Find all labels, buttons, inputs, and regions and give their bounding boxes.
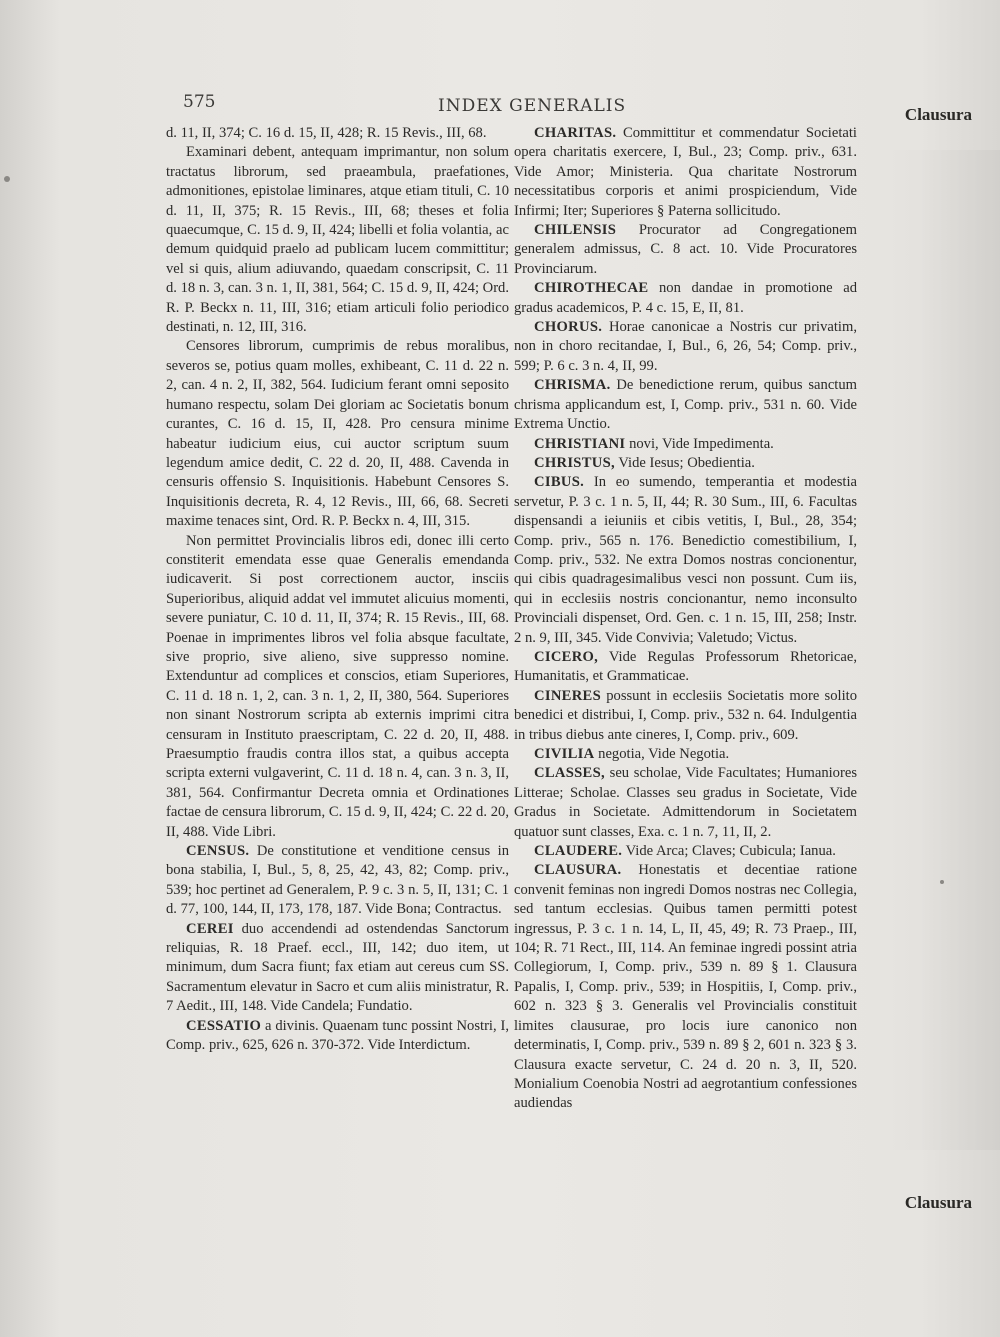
index-entry [514, 124, 857, 221]
entry-text: Committitur et commendatur Societati opera charitatis exercere, I, Bul., 23; Comp. priv., 631. Vide Amor; Ministeria. Qua charitate Nostrorum necessitatibus corporis et animi prospiciendum, Vide Infirmi; Iter; Superiores § Paterna sollicitudo. [514, 125, 857, 219]
index-entry [514, 473, 857, 648]
entry-text: Vide Arca; Claves; Cubicula; Ianua. [625, 843, 836, 860]
index-entry [514, 454, 857, 473]
entry-text: Procurator ad Congregationem generalem admissus, C. 8 act. 10. Vide Procuratores Provinciarum. [514, 222, 857, 277]
entry-lemma: CLAUDERE. [534, 843, 623, 860]
index-entry [514, 842, 857, 861]
index-entry [166, 124, 509, 143]
entry-lemma: CHIROTHECAE [534, 280, 649, 297]
page-number: 575 [183, 92, 216, 112]
index-entry [514, 318, 857, 376]
entry-lemma: CIBUS. [534, 474, 585, 491]
entry-text: Vide Iesus; Obedientia. [618, 454, 755, 471]
index-entry [514, 764, 857, 842]
entry-lemma: CHILENSIS [534, 222, 617, 239]
entry-text: In eo sumendo, temperantia et modestia servetur, P. 3 c. 1 n. 5, II, 44; R. 30 Sum., III, 6. Facultas dispensandi a ieiuniis et cibis vetitis, I, Bul., 28, 354; Comp. priv., 565 n. 176. Benedictio comestibilium, I, Comp. priv., 532. Ne extra Domos nostras concionentur, qui cibis quadragesimalibus vesci non possunt. Cum iis, qui in ecclesiis nostris concionantur, nemo inconsulto Provinciali dispenset, Ord. Gen. c. 1 n. 15, III, 258; Instr. 2 n. 9, III, 345. Vide Convivia; Valetudo; Victus. [514, 474, 857, 646]
entry-text: a divinis. Quaenam tunc possint Nostri, I, Comp. priv., 625, 626 n. 370-372. Vide Interdictum. [166, 1017, 509, 1054]
entry-lemma: CEREI [186, 920, 234, 937]
index-entry [514, 687, 857, 745]
entry-text: Horae canonicae a Nostris cur privatim, non in choro recitandae, I, Bul., 6, 26, 54; Comp. priv., 599; P. 6 c. 3 n. 4, II, 99. [514, 319, 857, 374]
entry-text: De benedictione rerum, quibus sanctum chrisma applicandum est, I, Comp. priv., 531 n. 60. Vide Extrema Unctio. [514, 377, 857, 433]
index-entry [166, 1017, 509, 1056]
entry-lemma: CHRISTUS, [534, 454, 615, 471]
index-entry [514, 648, 857, 687]
entry-text: novi, Vide Impedimenta. [629, 435, 774, 452]
index-entry [514, 861, 857, 1113]
entry-lemma: CIVILIA [534, 746, 595, 762]
entry-text: Vide Regulas Professorum Rhetoricae, Humanitatis, et Grammaticae. [514, 648, 857, 685]
index-entry [166, 920, 509, 1017]
entry-text: De constitutione et venditione census in bona stabilia, I, Bul., 5, 8, 25, 42, 43, 82; Comp. priv., 539; hoc pertinet ad Generalem, P. 9 c. 3 n. 5, II, 131; C. 1 d. 77, 100, 144, II, 173, 178, 187. Vide Bona; Contractus. [166, 843, 509, 918]
index-entry [166, 337, 509, 531]
running-head: INDEX GENERALIS [438, 96, 627, 116]
entry-text: duo accendendi ad ostendendas Sanctorum reliquias, R. 18 Praef. eccl., III, 142; duo item, ut minimum, dum Sacra fiunt; fax etiam aut cereus cum SS. Sacramentum elevatur in Sacro et cum aliis ministratur, R. 7 Aedit., III, 148. Vide Candela; Fundatio. [166, 920, 509, 1015]
entry-lemma: CESSATIO [186, 1017, 262, 1034]
index-entry [514, 435, 857, 454]
entry-text: Non permittet Provincialis libros edi, donec illi certo constiterit emendata esse quae Generalis emendanda iudicaverit. Si post correctionem auctor, insciis Superioribus, aliquid addat vel immutet alicuius momenti, severe puniatur, C. 10 d. 11, II, 374; R. 15 Revis., III, 68. Poenae in imprimentes libros vel folia absque facultate, sive proprio, sive alieno, sive suppresso nomine. Extenduntur ad complices et conscios, etiam Superiores, C. 11 d. 18 n. 1, 2, can. 3 n. 1, 2, II, 380, 564. Superiores non sinant Nostrorum scripta ab externis imprimi citra censuram in Instituto praescriptam, C. 22 d. 20, II, 488. Praesumptio fraudis contra illos stat, a quibus accepta scripta externi vulgaverint, C. 11 d. 18 n. 4, can. 3 n. 3, II, 381, 564. Confirmantur Decreta omnia et Ordinationes factae de censura librorum, C. 15 d. 9, II, 424; C. 22 d. 20, II, 488. Vide Libri. [166, 532, 509, 840]
ink-spot [4, 176, 10, 182]
left-column [166, 124, 509, 1184]
catchword-top: Clausura [904, 105, 972, 124]
index-entry [166, 842, 509, 920]
entry-text: seu scholae, Vide Facultates; Humaniores Litterae; Scholae. Classes seu gradus in Societate, Vide Gradus in Societate. Admittendorum in Societatem quatuor sunt classes, Exa. c. 1 n. 7, 11, II, 2. [514, 765, 857, 840]
entry-text: Honestatis et decentiae ratione convenit feminas non ingredi Domos nostras nec Collegia, sed tantum ecclesias. Quibus tamen permitti potest ingressus, P. 3 c. 1 n. 14, L, II, 45, 49; R. 73 Praep., III, 104; R. 71 Rect., III, 114. An feminae ingredi possint atria Collegiorum, I, Comp. priv., 539 n. 89 § 1. Clausura Papalis, I, Comp. priv., 539; in Hospitiis, I, Comp. priv., 602 n. 323 § 3. Generalis vel Provincialis constituit limites clausurae, pro locis iure canonico non determinatis, I, Comp. priv., 539 n. 89 § 2, 601 n. 323 § 3. Clausura exacte servetur, C. 24 d. 20 n. 3, II, 520. Monialium Coenobia Nostri ad aegrotantium confessiones audiendas [514, 862, 857, 1112]
entry-lemma: CLASSES, [534, 765, 605, 782]
catchword-bottom: Clausura [904, 1193, 972, 1212]
index-entry [166, 532, 509, 843]
entry-text: negotia, Vide Negotia. [598, 746, 730, 762]
entry-text: Examinari debent, antequam imprimantur, non solum tractatus librorum, sed praeambula, praefationes, admonitiones, epistolae liminares, atque etiam tituli, C. 10 d. 11, II, 375; R. 15 Revis., III, 68; theses et folia quaecumque, C. 15 d. 9, II, 424; libelli et folia volantia, ac demum quidquid praelo ad publicam lucem committitur; vel si quis, alium adiuvando, quaedam conscripsit, C. 11 d. 18 n. 3, can. 3 n. 1, II, 381, 564; C. 15 d. 9, II, 424; Ord. R. P. Beckx n. 11, III, 316; etiam articuli folio periodico destinati, n. 12, III, 316. [166, 144, 509, 336]
entry-lemma: CHRISTIANI [534, 435, 626, 452]
index-entry [514, 279, 857, 318]
ink-spot [940, 880, 944, 884]
entry-lemma: CHORUS. [534, 319, 603, 336]
index-entry [514, 221, 857, 279]
entry-text: non dandae in promotione ad gradus academicos, P. 4 c. 15, E, II, 81. [514, 280, 857, 316]
entry-text: d. 11, II, 374; C. 16 d. 15, II, 428; R. 15 Revis., III, 68. [166, 125, 487, 141]
entry-lemma: CINERES [534, 687, 601, 704]
entry-lemma: CHRISMA. [534, 377, 611, 394]
entry-text: possunt in ecclesiis Societatis more solito benedici et distribui, I, Comp. priv., 532 n. 64. Indulgentia in tribus diebus ante cineres, I, Comp. priv., 609. [514, 687, 857, 743]
index-entry [514, 745, 857, 764]
entry-lemma: CENSUS. [186, 843, 250, 860]
entry-lemma: CICERO, [534, 648, 599, 665]
index-entry [514, 376, 857, 434]
entry-lemma: CLAUSURA. [534, 862, 622, 879]
entry-text: Censores librorum, cumprimis de rebus moralibus, severos se, potius quam molles, exhibeant, C. 11 d. 22 n. 2, can. 4 n. 2, II, 382, 564. Iudicium ferant omni seposito humano respectu, solam Dei gloriam ac Societatis bonum curantes, C. 16 d. 15, II, 428. Pro censura minime habeatur iudicium eius, cui auctor scriptum suum legendum amice dedit, C. 22 d. 20, II, 488. Cavenda in censuris offensio S. Inquisitionis. Habebunt Censores S. Inquisitionis decreta, R. 4, 12 Revis., III, 66, 68. Secreti maxime tenaces sint, Ord. R. P. Beckx n. 4, III, 315. [166, 338, 509, 530]
right-column [514, 124, 857, 1184]
entry-lemma: CHARITAS. [534, 125, 617, 141]
show-through-shadow [880, 150, 1000, 1150]
index-entry [166, 143, 509, 337]
